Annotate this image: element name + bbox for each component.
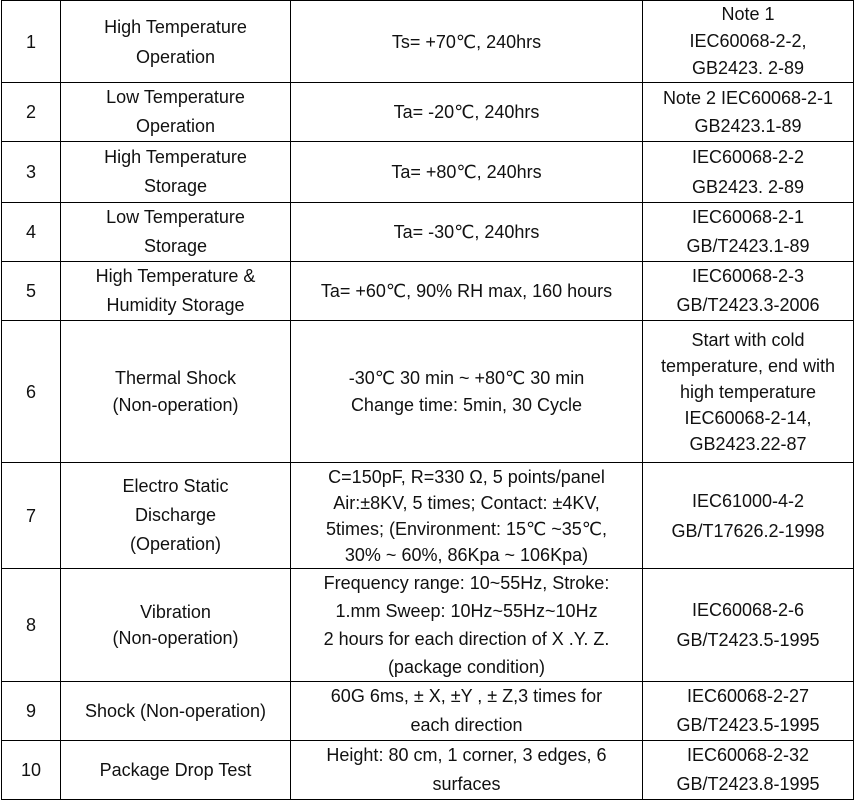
test-standard-cell-line: IEC60068-2-2, [689, 31, 807, 51]
test-item-cell-line: Storage [143, 236, 208, 256]
test-item-cell-line: Operation [135, 46, 216, 67]
test-standard-cell-line: temperature, end with [660, 355, 836, 376]
test-standard-cell-line: IEC60068-2-32 [686, 745, 810, 765]
table-row [2, 83, 854, 142]
test-condition-cell [291, 321, 643, 463]
test-condition-cell-line: 5times; (Environment: 15℃ ~35℃, [325, 518, 608, 539]
test-condition-cell-line: Ta= -30℃, 240hrs [393, 222, 540, 242]
test-standard-cell-line: IEC60068-2-2 [691, 147, 805, 167]
test-standard-cell [643, 463, 854, 569]
table-row [2, 203, 854, 262]
table-row [2, 321, 854, 463]
test-standard-cell [643, 569, 854, 682]
test-item-cell-line: Thermal Shock [114, 367, 237, 388]
test-standard-cell-line: IEC60068-2-6 [691, 600, 805, 620]
test-condition-cell-line: -30℃ 30 min ~ +80℃ 30 min [348, 367, 585, 388]
test-item-cell [61, 569, 291, 682]
test-standard-cell-line: IEC60068-2-14, [684, 407, 812, 428]
test-standard-cell-line: GB/T2423.3-2006 [676, 295, 820, 315]
test-item-cell-line: Discharge [134, 505, 217, 525]
test-standard-cell-line: IEC60068-2-3 [691, 266, 805, 286]
row-number: 8 [2, 569, 61, 682]
table-row [2, 463, 854, 569]
test-condition-cell [291, 463, 643, 569]
test-item-cell [61, 262, 291, 321]
row-number: 6 [2, 321, 61, 463]
test-standard-cell-line: GB2423. 2-89 [691, 58, 805, 78]
test-condition-cell-line: Ta= -20℃, 240hrs [393, 102, 540, 122]
test-condition-cell-line: C=150pF, R=330 Ω, 5 points/panel [328, 466, 605, 487]
test-standard-cell-line: Start with cold [691, 329, 805, 350]
table-row [2, 142, 854, 203]
table-body [2, 1, 854, 800]
test-item-cell [61, 203, 291, 262]
test-condition-cell-line: Height: 80 cm, 1 corner, 3 edges, 6 [326, 745, 607, 765]
test-item-cell-line: High Temperature & [95, 266, 256, 286]
test-standard-cell-line: GB2423.1-89 [694, 116, 802, 136]
test-condition-cell [291, 142, 643, 203]
test-standard-cell-line: IEC60068-2-1 [691, 207, 805, 227]
test-item-cell [61, 83, 291, 142]
test-standard-cell-line: GB2423.22-87 [689, 433, 807, 454]
test-standard-cell-line: GB/T17626.2-1998 [671, 520, 825, 541]
table-row [2, 1, 854, 83]
test-item-cell [61, 142, 291, 203]
test-condition-cell-line: Change time: 5min, 30 Cycle [350, 394, 583, 415]
test-condition-cell-line: Ta= +60℃, 90% RH max, 160 hours [320, 281, 613, 301]
test-item-cell-line: Low Temperature [106, 207, 245, 227]
test-standard-cell [643, 262, 854, 321]
test-condition-cell-line: 30% ~ 60%, 86Kpa ~ 106Kpa) [344, 544, 589, 565]
test-standard-cell-line: GB/T2423.5-1995 [676, 630, 820, 650]
test-item-cell [61, 682, 291, 741]
test-item-cell-line: (Non-operation) [112, 628, 239, 648]
test-condition-cell-line: 1.mm Sweep: 10Hz~55Hz~10Hz [335, 601, 598, 621]
test-condition-cell-line: Ts= +70℃, 240hrs [391, 31, 542, 52]
test-item-cell-line: Operation [135, 116, 216, 136]
row-number: 9 [2, 682, 61, 741]
test-condition-cell-line: 60G 6ms, ± X, ±Y , ± Z,3 times for [330, 686, 603, 706]
table-row [2, 682, 854, 741]
test-item-cell-line: Storage [143, 176, 208, 196]
row-number: 4 [2, 203, 61, 262]
test-standard-cell-line: GB/T2423.5-1995 [676, 715, 820, 735]
row-number: 10 [2, 741, 61, 800]
test-standard-cell-line: GB/T2423.1-89 [686, 236, 810, 256]
test-standard-cell-line: GB/T2423.8-1995 [676, 774, 820, 794]
test-item-cell-line: Low Temperature [106, 87, 245, 107]
test-condition-cell-line: Frequency range: 10~55Hz, Stroke: [323, 573, 610, 593]
test-standard-cell [643, 682, 854, 741]
test-item-cell [61, 321, 291, 463]
test-condition-cell [291, 569, 643, 682]
test-standard-cell-line: GB2423. 2-89 [691, 177, 805, 197]
reliability-test-table [1, 0, 854, 800]
test-item-cell-line: High Temperature [104, 147, 247, 167]
test-condition-cell-line: each direction [410, 715, 523, 735]
test-standard-cell-line: Note 2 IEC60068-2-1 [662, 88, 834, 108]
test-standard-cell [643, 203, 854, 262]
test-item-cell-line: Vibration [140, 602, 211, 622]
test-item-cell-line: (Non-operation) [112, 394, 239, 415]
test-standard-cell [643, 1, 854, 83]
test-condition-cell-line: 2 hours for each direction of X .Y. Z. [323, 629, 610, 649]
row-number: 7 [2, 463, 61, 569]
test-standard-cell [643, 321, 854, 463]
test-standard-cell [643, 142, 854, 203]
test-condition-cell [291, 682, 643, 741]
test-item-cell-line: Package Drop Test [99, 759, 252, 780]
test-item-cell-line: Electro Static [122, 476, 229, 496]
test-item-cell [61, 463, 291, 569]
test-standard-cell-line: Note 1 [721, 4, 775, 24]
test-item-cell-line: High Temperature [104, 16, 247, 37]
test-condition-cell-line: surfaces [432, 774, 501, 794]
test-standard-cell-line: IEC61000-4-2 [691, 490, 805, 511]
test-item-cell-line: Shock (Non-operation) [84, 700, 267, 721]
test-condition-cell [291, 203, 643, 262]
test-standard-cell [643, 83, 854, 142]
test-condition-cell [291, 262, 643, 321]
test-item-cell-line: Humidity Storage [106, 295, 245, 315]
test-item-cell-line: (Operation) [129, 534, 222, 554]
test-condition-cell-line: Ta= +80℃, 240hrs [391, 162, 542, 182]
row-number: 1 [2, 1, 61, 83]
row-number: 3 [2, 142, 61, 203]
test-item-cell [61, 1, 291, 83]
test-condition-cell [291, 83, 643, 142]
test-condition-cell [291, 1, 643, 83]
test-condition-cell-line: (package condition) [387, 657, 546, 677]
test-standard-cell-line: IEC60068-2-27 [686, 686, 810, 706]
row-number: 5 [2, 262, 61, 321]
test-condition-cell-line: Air:±8KV, 5 times; Contact: ±4KV, [333, 492, 600, 513]
table-row [2, 262, 854, 321]
table-row [2, 569, 854, 682]
test-standard-cell-line: high temperature [679, 381, 817, 402]
row-number: 2 [2, 83, 61, 142]
